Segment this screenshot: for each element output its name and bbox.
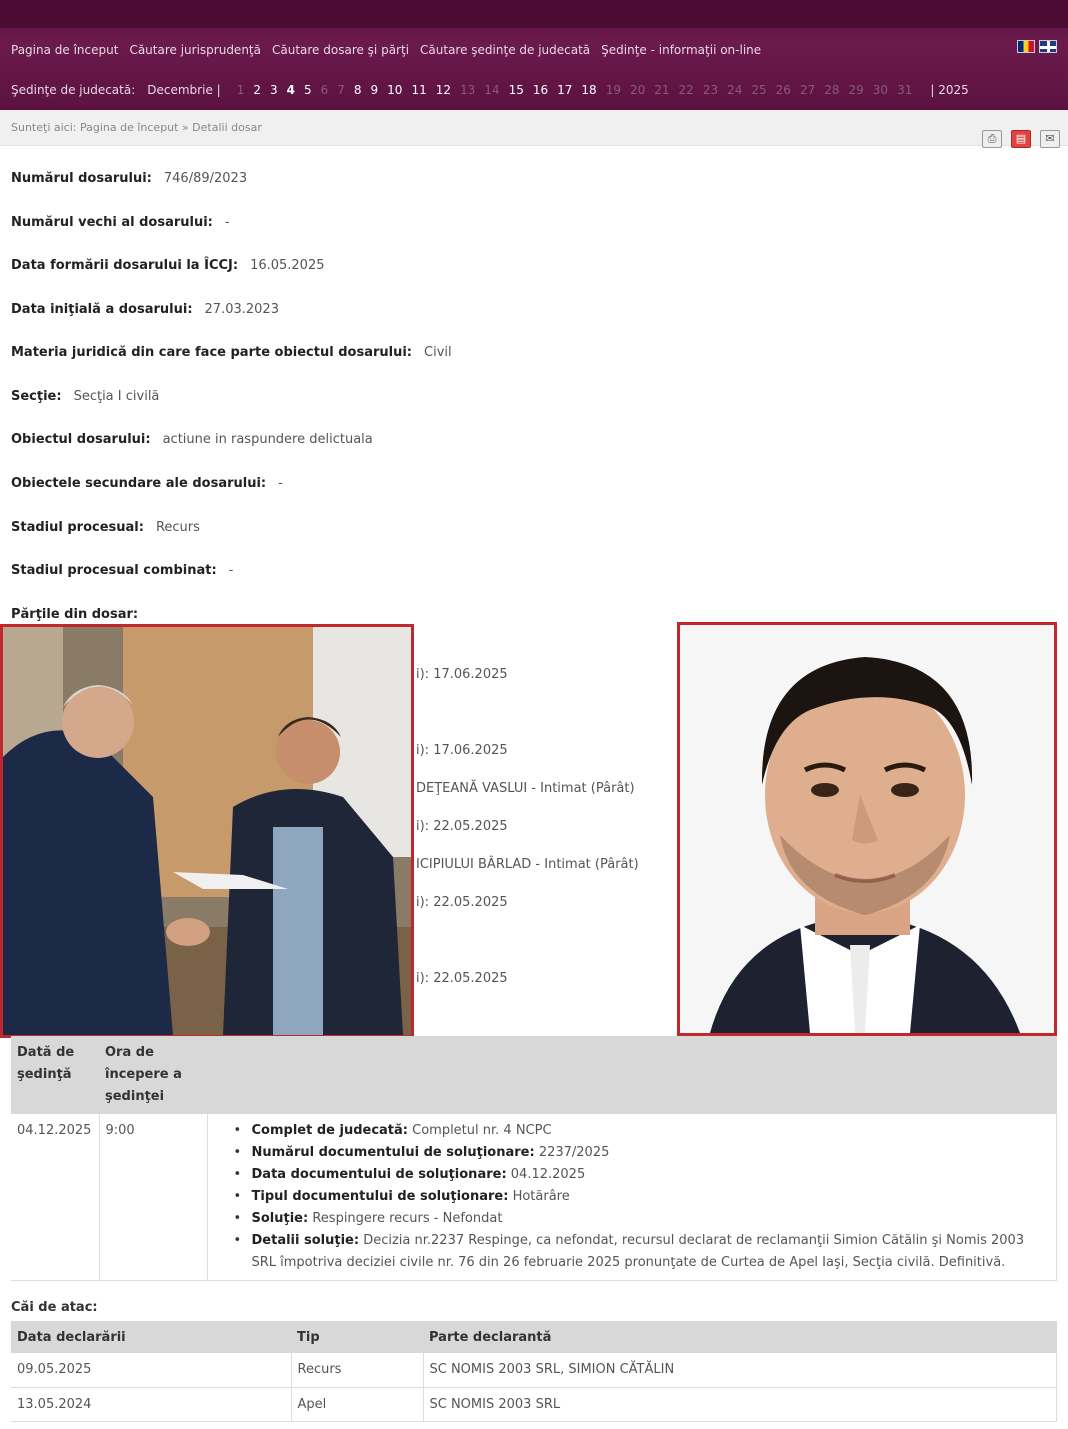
appeal-date: 09.05.2025 — [11, 1353, 291, 1387]
header-hearing-date: Dată de şedinţă — [11, 1036, 99, 1114]
day-link-5[interactable]: 5 — [303, 83, 312, 97]
menu-item-case-search[interactable]: Căutare dosare şi părţi — [271, 43, 410, 57]
appeal-party: SC NOMIS 2003 SRL, SIMION CĂTĂLIN — [423, 1353, 1057, 1387]
field-case-number: Numărul dosarului: 746/89/2023 — [11, 171, 248, 186]
menu-item-jurisprudence[interactable]: Căutare jurisprudenţă — [129, 43, 261, 57]
day-link-30: 30 — [872, 83, 889, 97]
table-row — [11, 1353, 1057, 1387]
hearings-calendar — [11, 83, 969, 97]
detail-document-date: • Data documentului de soluţionare: 04.12.2025 — [234, 1164, 1051, 1186]
header-declaration-date: Data declarării — [11, 1321, 291, 1353]
english-flag-icon[interactable] — [1039, 40, 1057, 53]
field-secondary-objects: Obiectele secundare ale dosarului: - — [11, 476, 283, 491]
hearing-date: 04.12.2025 — [11, 1114, 99, 1281]
hearings-table — [11, 1036, 1057, 1281]
party-line: i): 22.05.2025 — [416, 819, 508, 834]
appeal-type: Recurs — [291, 1353, 423, 1387]
day-link-17[interactable]: 17 — [557, 83, 573, 97]
field-section: Secţie: Secţia I civilă — [11, 389, 160, 404]
day-link-3[interactable]: 3 — [269, 83, 278, 97]
day-link-13: 13 — [460, 83, 476, 97]
hearing-time: 9:00 — [99, 1114, 207, 1281]
day-link-16[interactable]: 16 — [532, 83, 549, 97]
header-hearing-time: Ora de începere a şedinţei — [99, 1036, 207, 1114]
handshake-photo — [0, 624, 414, 1038]
field-parties: Părţile din dosar: — [11, 607, 139, 622]
day-link-24: 24 — [727, 83, 743, 97]
day-link-1: 1 — [236, 83, 245, 97]
field-legal-matter: Materia juridică din care face parte obiectul dosarului: Civil — [11, 345, 452, 360]
day-link-10[interactable]: 10 — [387, 83, 403, 97]
menu-item-hearing-search[interactable]: Căutare şedinţe de judecată — [420, 43, 591, 57]
detail-document-number: • Numărul documentului de soluţionare: 2237/2025 — [234, 1142, 1051, 1164]
party-line: ICIPIULUI BÂRLAD - Intimat (Pârât) — [416, 857, 639, 872]
menu-item-hearings-online[interactable]: Şedinţe - informaţii on-line — [601, 43, 762, 57]
day-link-18[interactable]: 18 — [581, 83, 597, 97]
field-procedural-stage: Stadiul procesual: Recurs — [11, 520, 200, 535]
appeals-table — [11, 1321, 1057, 1422]
romanian-flag-icon[interactable] — [1017, 40, 1035, 53]
detail-document-type: • Tipul documentului de soluţionare: Hotărâre — [234, 1186, 1051, 1208]
party-line: DEŢEANĂ VASLUI - Intimat (Pârât) — [416, 781, 635, 796]
main-menu — [11, 43, 761, 57]
month-label: Decembrie | — [147, 83, 221, 97]
table-row — [11, 1387, 1057, 1421]
day-link-12[interactable]: 12 — [435, 83, 452, 97]
header-declaring-party: Parte declarantă — [423, 1321, 1057, 1353]
menu-item-home[interactable]: Pagina de început — [11, 43, 119, 57]
field-formation-date: Data formării dosarului la ÎCCJ: 16.05.2025 — [11, 258, 325, 273]
day-link-21: 21 — [654, 83, 670, 97]
table-row — [11, 1114, 1057, 1281]
party-line: i): 17.06.2025 — [416, 667, 508, 682]
email-icon[interactable]: ✉ — [1040, 130, 1060, 148]
detail-solution-details: • Detalii soluţie: Decizia nr.2237 Respinge, ca nefondat, recursul declarat de reclamanţii Simion Cătălin şi Nomis 2003 SRL împotriva deciziei civile nr. 76 din 26 februarie 2025 pronunţate de Curtea de Apel Iaşi, Secţia civilă. Definitivă. — [234, 1230, 1051, 1274]
header-details — [207, 1036, 1057, 1114]
field-combined-stage: Stadiul procesual combinat: - — [11, 563, 234, 578]
day-link-28: 28 — [824, 83, 840, 97]
breadcrumb: Sunteţi aici: Pagina de început » Detalii dosar — [11, 121, 262, 134]
hearings-label: Şedinţe de judecată: — [11, 83, 136, 97]
field-object: Obiectul dosarului: actiune in raspundere delictuala — [11, 432, 373, 447]
day-link-22: 22 — [678, 83, 694, 97]
day-link-29: 29 — [848, 83, 864, 97]
party-line: i): 22.05.2025 — [416, 895, 508, 910]
day-link-8[interactable]: 8 — [353, 83, 362, 97]
appeal-date: 13.05.2024 — [11, 1387, 291, 1421]
day-link-26: 26 — [775, 83, 791, 97]
language-switcher — [1017, 40, 1057, 53]
party-line: i): 17.06.2025 — [416, 743, 508, 758]
detail-panel: • Complet de judecată: Completul nr. 4 NCPC — [234, 1120, 1051, 1142]
portrait-photo — [677, 622, 1057, 1036]
top-navigation-bar — [0, 0, 1068, 110]
day-link-6: 6 — [320, 83, 329, 97]
day-link-31: 31 — [897, 83, 913, 97]
day-link-25: 25 — [751, 83, 767, 97]
header-type: Tip — [291, 1321, 423, 1353]
day-link-20: 20 — [629, 83, 646, 97]
appeal-party: SC NOMIS 2003 SRL — [423, 1387, 1057, 1421]
breadcrumb-bar — [0, 110, 1068, 146]
day-link-4[interactable]: 4 — [286, 83, 295, 97]
header-strip — [0, 0, 1068, 28]
day-link-9[interactable]: 9 — [370, 83, 379, 97]
day-link-14: 14 — [484, 83, 500, 97]
print-icon[interactable]: ⎙ — [982, 130, 1002, 148]
day-link-19: 19 — [605, 83, 621, 97]
day-link-7: 7 — [337, 83, 345, 97]
appeal-type: Apel — [291, 1387, 423, 1421]
day-link-11[interactable]: 11 — [411, 83, 427, 97]
page-actions — [982, 130, 1060, 148]
field-initial-date: Data iniţială a dosarului: 27.03.2023 — [11, 302, 279, 317]
party-line: i): 22.05.2025 — [416, 971, 508, 986]
field-old-number: Numărul vechi al dosarului: - — [11, 215, 230, 230]
appeals-title: Căi de atac: — [11, 1300, 98, 1315]
hearing-details — [207, 1114, 1057, 1281]
day-link-23: 23 — [702, 83, 719, 97]
pdf-icon[interactable]: ▤ — [1011, 130, 1031, 148]
year-label[interactable]: | 2025 — [930, 83, 969, 97]
detail-solution: • Soluţie: Respingere recurs - Nefondat — [234, 1208, 1051, 1230]
day-links — [237, 83, 913, 97]
day-link-15[interactable]: 15 — [508, 83, 524, 97]
day-link-2[interactable]: 2 — [253, 83, 261, 97]
day-link-27: 27 — [799, 83, 816, 97]
